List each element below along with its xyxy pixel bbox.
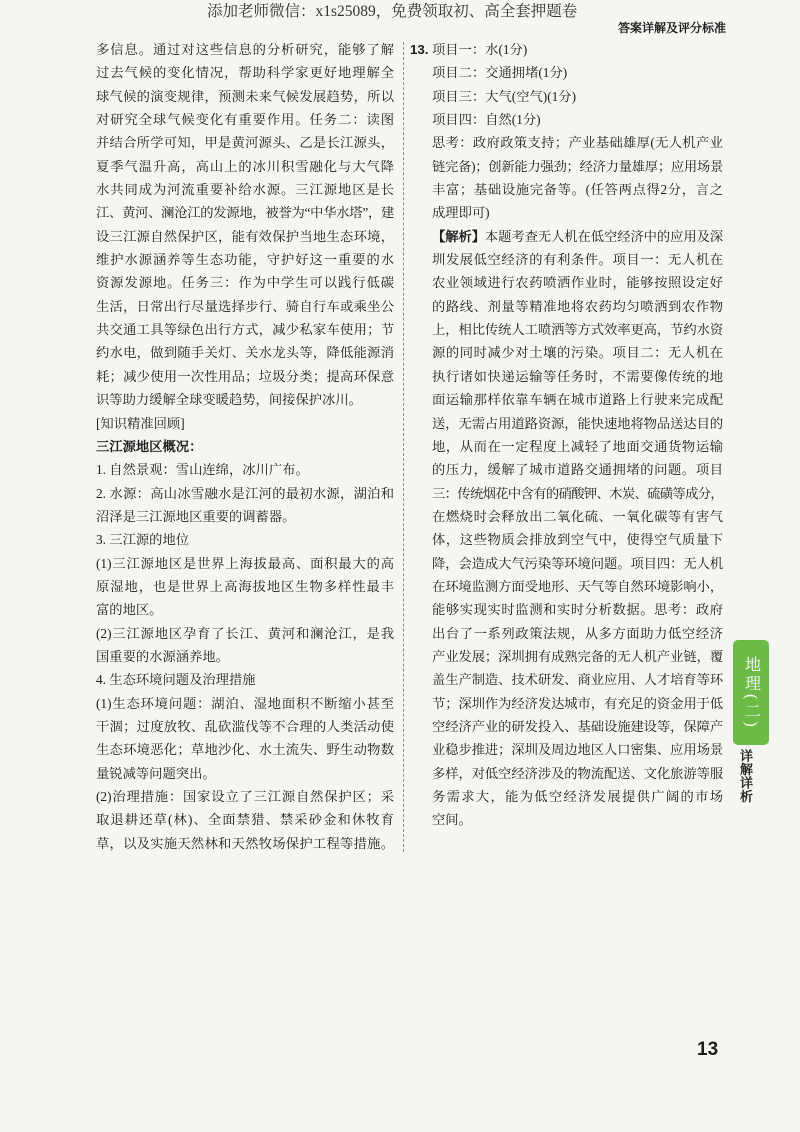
analysis-line: 上，相比传统人工喷洒等方式效率更高，节约水资 xyxy=(432,322,723,338)
text-line: 过去气候的变化情况，帮助科学家更好地理解全 xyxy=(96,65,394,81)
summary-line: 1. 自然景观：雪山连绵，冰川广布。 xyxy=(96,462,309,478)
summary-line: 沼泽是三江源地区重要的调蓄器。 xyxy=(96,508,296,524)
summary-line: 量锐减等问题突出。 xyxy=(96,765,216,781)
summary-line: (2)三江源地区孕育了长江、黄河和澜沧江，是我 xyxy=(96,625,394,641)
analysis-label: 【解析】 xyxy=(432,228,485,244)
analysis-line: 降，会造成大气污染等环境问题。项目四：无人机 xyxy=(432,555,723,571)
answer-line: 链完备)；创新能力强劲；经济力量雄厚；应用场景 xyxy=(432,158,723,174)
analysis-line: 节；深圳作为经济发达城市，有充足的资金用于低 xyxy=(432,695,723,711)
text-line: 夏季气温升高，高山上的冰川积雪融化与大气降 xyxy=(96,158,394,174)
subject-tab xyxy=(733,640,769,745)
analysis-line: 地，从而在一定程度上减轻了地面交通货物运输 xyxy=(432,438,723,454)
analysis-line: 体，这些物质会排放到空气中，使得空气质量下 xyxy=(432,532,723,548)
text-line: 生活，日常出行尽量选择步行、骑自行车或乘坐公 xyxy=(96,298,394,314)
text-line: 对研究全球气候变化有重要作用。任务二：读图 xyxy=(96,112,394,128)
answer-line: 项目三：大气(空气)(1分) xyxy=(432,88,577,104)
analysis-line: 在燃烧时会释放出二氧化硫、一氧化碳等有害气 xyxy=(432,508,723,524)
text-line: 识等助力缓解全球变暖趋势，间接保护冰川。 xyxy=(96,392,362,408)
text-line: 设三江源自然保护区，能有效保护当地生态环境， xyxy=(96,228,394,244)
section-side-label: 详解详析 xyxy=(738,749,753,803)
analysis-line: 盖生产制造、技术研发、商业应用、人才培育等环 xyxy=(432,672,723,688)
text-line: 耗；减少使用一次性用品；垃圾分类；提高环保意 xyxy=(96,368,394,384)
summary-line: 4. 生态环境问题及治理措施 xyxy=(96,672,256,688)
analysis-line xyxy=(432,225,723,248)
text-line: 共交通工具等绿色出行方式，减少私家车使用；节 xyxy=(96,322,394,338)
answer-line: 思考：政府政策支持；产业基础雄厚(无人机产业 xyxy=(432,135,723,151)
text-line: 并结合所学可知，甲是黄河源头、乙是长江源头， xyxy=(96,135,394,151)
analysis-line: 三：传统烟花中含有的硝酸钾、木炭、硫磺等成分， xyxy=(432,485,723,501)
text-line: 维护水源涵养等生态功能，守护好这一重要的水 xyxy=(96,252,394,268)
analysis-text: 本题考查无人机在低空经济中的应用及深 xyxy=(484,228,723,244)
summary-title: 三江源地区概况： xyxy=(96,438,203,454)
summary-line: 2. 水源：高山冰雪融水是江河的最初水源，湖泊和 xyxy=(96,485,394,501)
column-divider xyxy=(403,42,404,852)
text-line: 江、黄河、澜沧江的发源地，被誉为“中华水塔”，建 xyxy=(96,205,394,221)
summary-line: 生态环境恶化；草地沙化、水土流失、野生动物数 xyxy=(96,742,394,758)
summary-line: (2)治理措施：国家设立了三江源自然保护区；采 xyxy=(96,789,394,804)
analysis-line: 业稳步推进；深圳及周边地区人口密集、应用场景 xyxy=(432,742,723,758)
analysis-line: 源的同时减少对土壤的污染。项目二：无人机在 xyxy=(432,345,723,361)
summary-line: 3. 三江源的地位 xyxy=(96,532,190,548)
answer-line: 丰富；基础设施完备等。(任答两点得2分，言之 xyxy=(432,182,723,198)
text-line: 水共同成为河流重要补给水源。三江源地区是长 xyxy=(96,182,394,198)
page-number: 13 xyxy=(697,1039,719,1060)
subject-tab-label: 地理(二) xyxy=(742,655,760,730)
analysis-line: 出台了一系列政策法规，从多方面助力低空经济 xyxy=(432,625,723,641)
right-column xyxy=(410,38,723,832)
analysis-line: 面运输那样依靠车辆在城市道路上行驶来完成配 xyxy=(432,392,723,408)
analysis-line: 能够实现实时监测和实时分析数据。思考：政府 xyxy=(432,602,723,618)
analysis-line: 执行诸如快递运输等任务时，不需要像传统的地 xyxy=(432,368,723,384)
text-line: 多信息。通过对这些信息的分析研究，能够了解 xyxy=(96,42,394,57)
analysis-line: 的路线、剂量等精准地将农药均匀喷洒到农作物 xyxy=(432,298,723,314)
analysis-line: 多样，对低空经济涉及的物流配送、文化旅游等服 xyxy=(432,765,723,781)
analysis-line: 送，无需占用道路资源，能快速地将物品送达目的 xyxy=(432,415,723,431)
summary-line: 国重要的水源涵养地。 xyxy=(96,648,229,664)
analysis-line: 农业领域进行农药喷洒作业时，能够按照设定好 xyxy=(432,275,723,291)
analysis-line: 空间。 xyxy=(432,812,472,828)
header-watermark: 添加老师微信：x1s25089，免费领取初、高全套押题卷 xyxy=(207,3,578,20)
summary-line: 干涸；过度放牧、乱砍滥伐等不合理的人类活动使 xyxy=(96,718,394,734)
analysis-line: 产业发展；深圳拥有成熟完备的无人机产业链，覆 xyxy=(432,648,723,664)
summary-line: 富的地区。 xyxy=(96,602,163,618)
analysis-line: 在环境监测方面受地形、天气等自然环境影响小， xyxy=(432,578,723,594)
answer-line: 项目二：交通拥堵(1分) xyxy=(432,65,568,81)
answer-line: 项目一：水(1分) xyxy=(432,42,528,57)
analysis-line: 务需求大，能为低空经济发展提供广阔的市场 xyxy=(432,789,723,804)
left-column xyxy=(96,38,394,855)
section-title: 答案详解及评分标准 xyxy=(617,21,726,35)
text-line: 球气候的演变规律，预测未来气候发展趋势，所以 xyxy=(96,88,394,104)
answer-line: 项目四：自然(1分) xyxy=(432,112,541,128)
text-line: 资源发源地。任务三：作为中学生可以践行低碳 xyxy=(96,275,394,291)
knowledge-heading: [知识精准回顾] xyxy=(96,415,185,431)
summary-line: (1)三江源地区是世界上海拔最高、面积最大的高 xyxy=(96,555,394,571)
answer-line: 成理即可) xyxy=(432,205,490,221)
question-number: 13. xyxy=(410,42,429,57)
summary-line: 草，以及实施天然林和天然牧场保护工程等措施。 xyxy=(96,835,394,851)
text-line: 约水电，做到随手关灯、关水龙头等，降低能源消 xyxy=(96,345,394,361)
summary-line: (1)生态环境问题：湖泊、湿地面积不断缩小甚至 xyxy=(96,695,394,711)
analysis-line: 的压力，缓解了城市道路交通拥堵的问题。项目 xyxy=(432,462,723,478)
summary-line: 原湿地，也是世界上高海拔地区生物多样性最丰 xyxy=(96,578,394,594)
analysis-line: 空经济产业的研发投入、基础设施建设等，保障产 xyxy=(432,718,723,734)
summary-line: 取退耕还草(林)、全面禁猎、禁采砂金和休牧育 xyxy=(96,812,394,828)
analysis-line: 圳发展低空经济的有利条件。项目一：无人机在 xyxy=(432,252,723,268)
